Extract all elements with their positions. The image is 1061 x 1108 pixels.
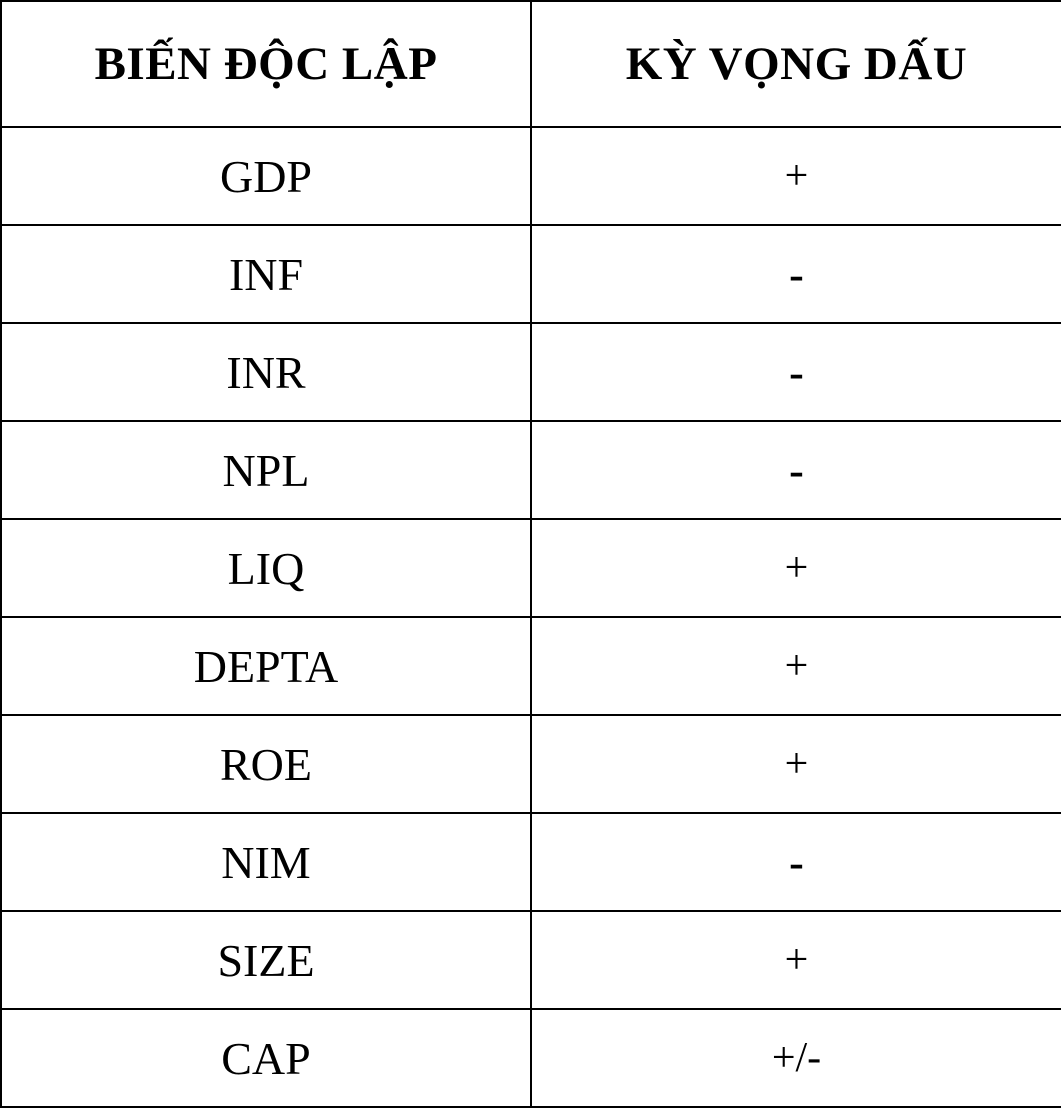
table-row — [1, 911, 1061, 1009]
table-body — [1, 127, 1061, 1107]
table-row — [1, 617, 1061, 715]
table-row — [1, 421, 1061, 519]
cell-sign-inr: - — [531, 323, 1061, 421]
table-header-row — [1, 1, 1061, 127]
cell-sign-cap: +/- — [531, 1009, 1061, 1107]
table-row — [1, 813, 1061, 911]
cell-sign-inf: - — [531, 225, 1061, 323]
cell-sign-liq: + — [531, 519, 1061, 617]
table-row — [1, 519, 1061, 617]
table-row — [1, 1009, 1061, 1107]
cell-variable-depta: DEPTA — [1, 617, 531, 715]
cell-variable-nim: NIM — [1, 813, 531, 911]
cell-variable-size: SIZE — [1, 911, 531, 1009]
cell-variable-inr: INR — [1, 323, 531, 421]
column-header-independent-variable: BIẾN ĐỘC LẬP — [1, 1, 531, 127]
cell-variable-cap: CAP — [1, 1009, 531, 1107]
cell-sign-roe: + — [531, 715, 1061, 813]
cell-sign-gdp: + — [531, 127, 1061, 225]
table-row — [1, 127, 1061, 225]
cell-variable-npl: NPL — [1, 421, 531, 519]
table-header — [1, 1, 1061, 127]
cell-variable-liq: LIQ — [1, 519, 531, 617]
cell-variable-roe: ROE — [1, 715, 531, 813]
cell-variable-gdp: GDP — [1, 127, 531, 225]
cell-sign-depta: + — [531, 617, 1061, 715]
table-row — [1, 323, 1061, 421]
table-row — [1, 715, 1061, 813]
table-row — [1, 225, 1061, 323]
cell-sign-size: + — [531, 911, 1061, 1009]
cell-sign-nim: - — [531, 813, 1061, 911]
cell-sign-npl: - — [531, 421, 1061, 519]
column-header-expected-sign: KỲ VỌNG DẤU — [531, 1, 1061, 127]
cell-variable-inf: INF — [1, 225, 531, 323]
